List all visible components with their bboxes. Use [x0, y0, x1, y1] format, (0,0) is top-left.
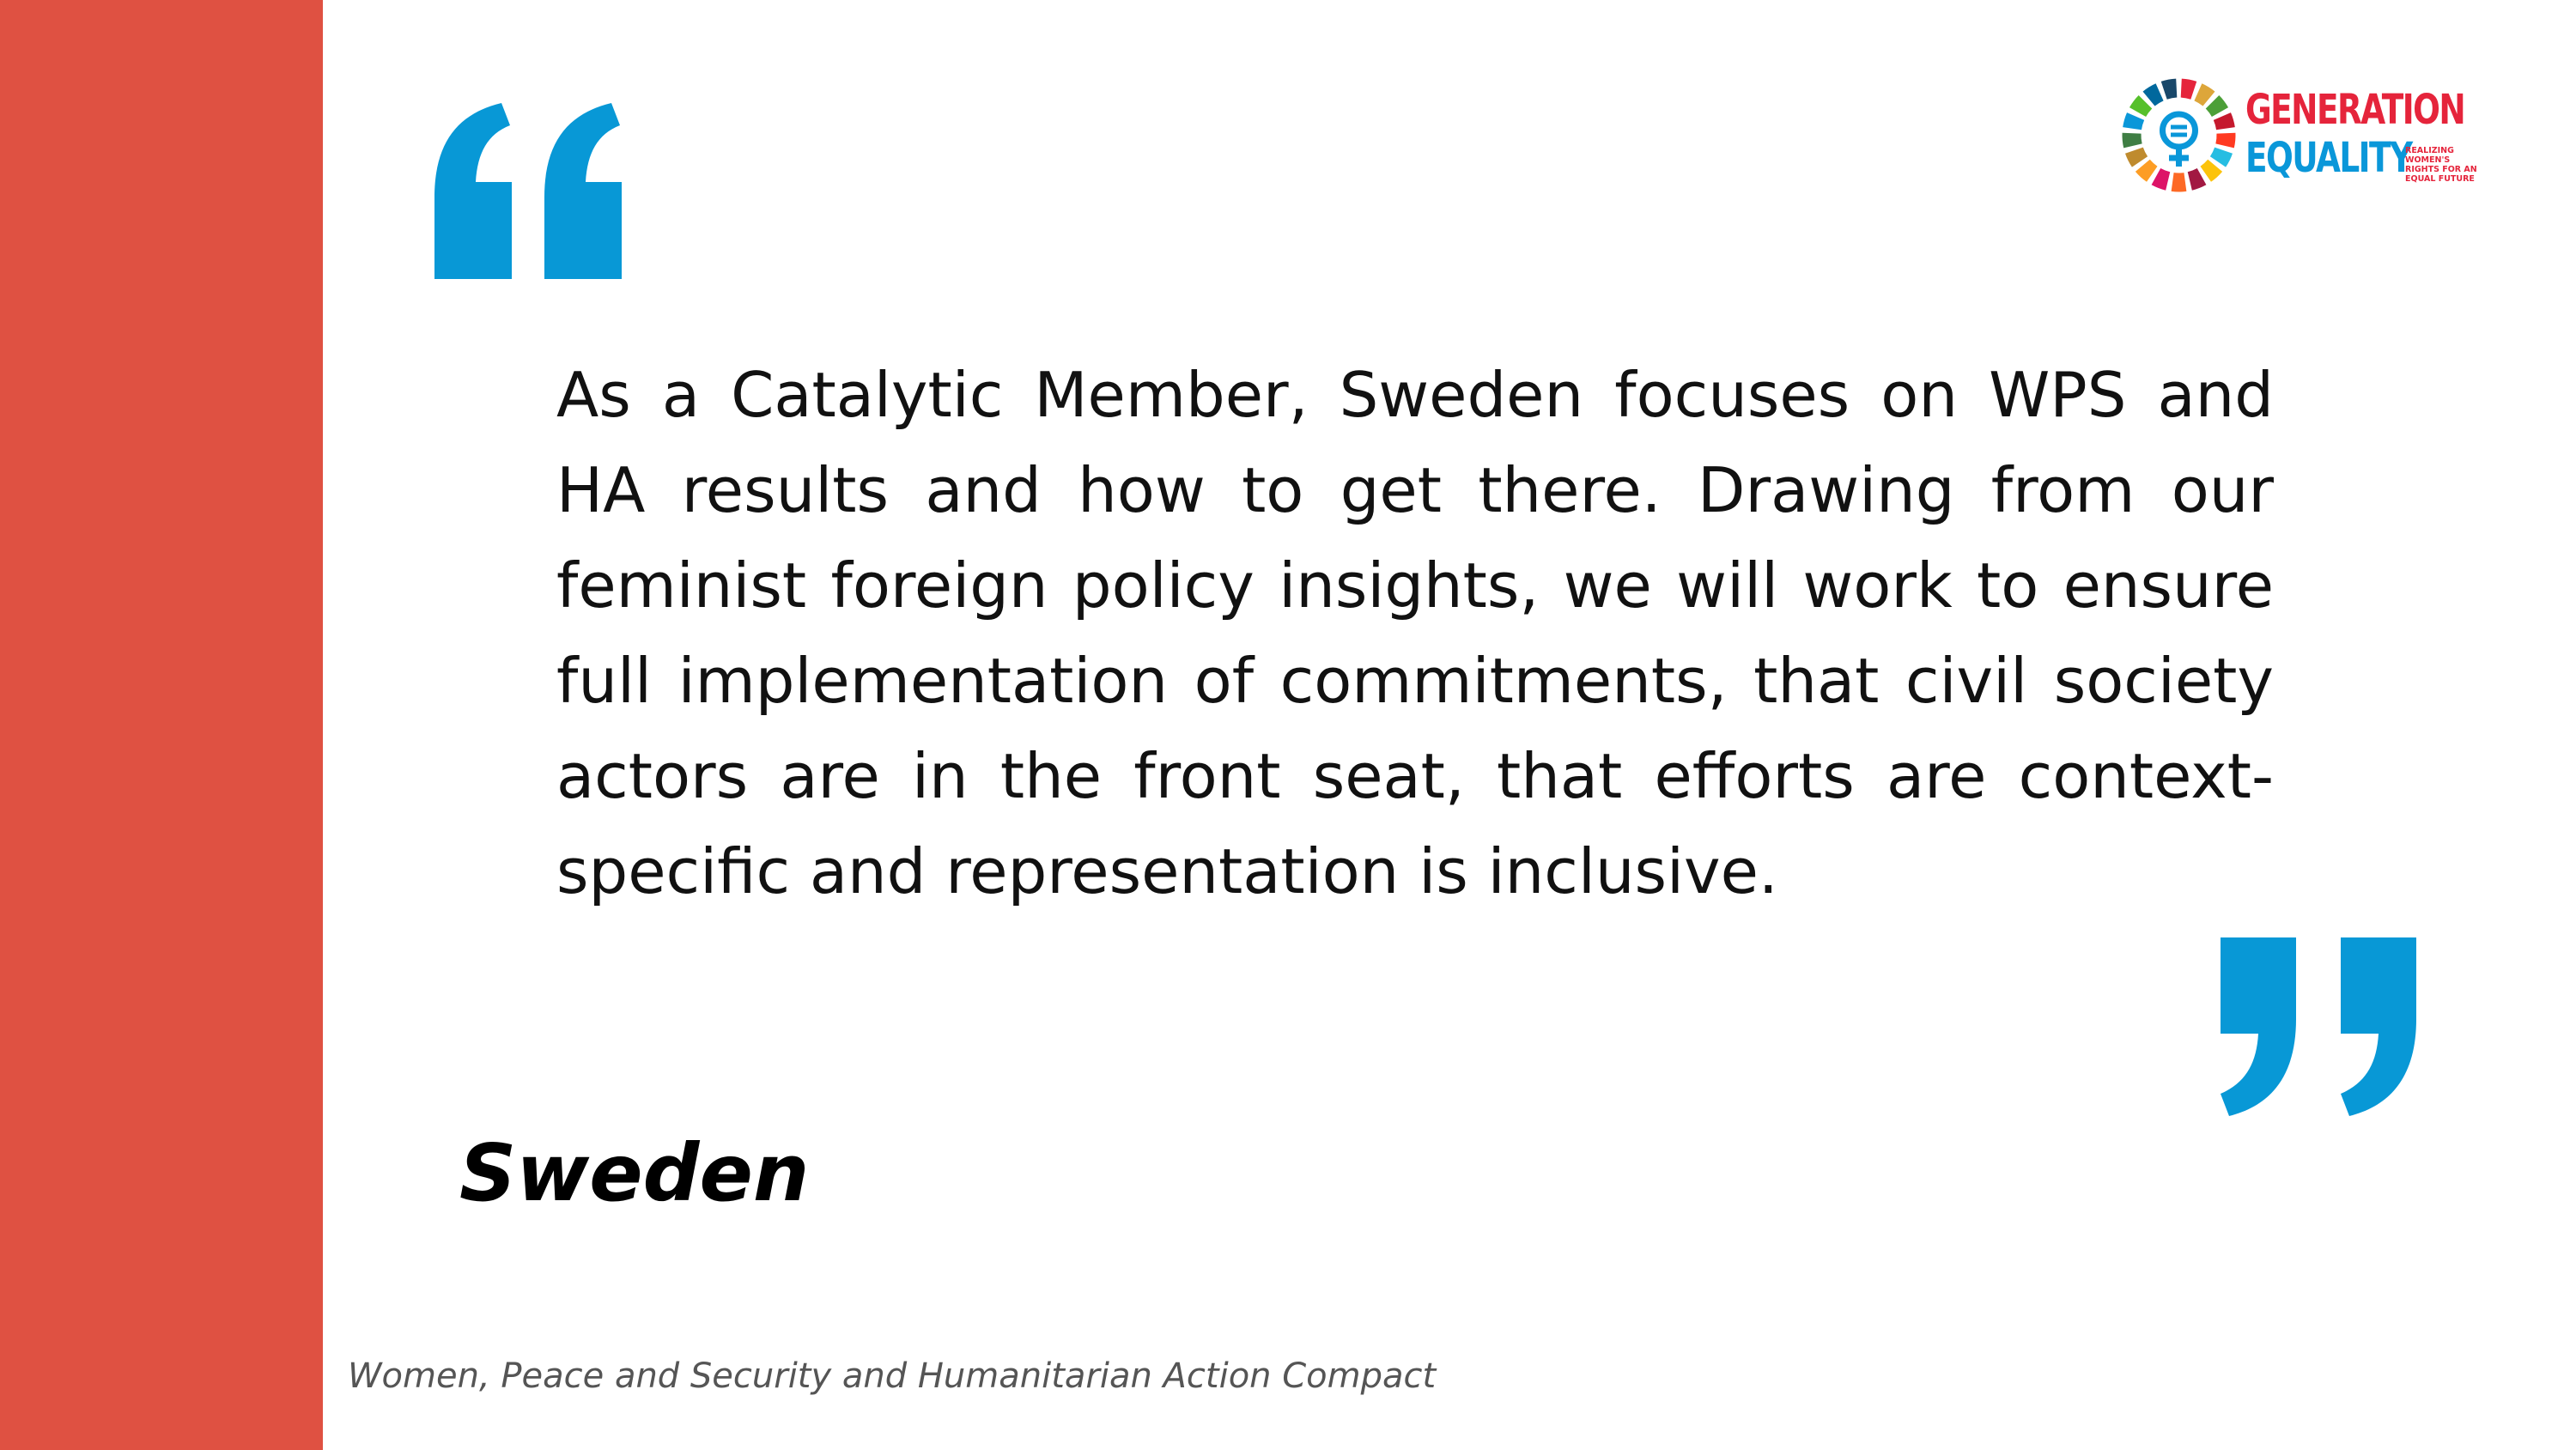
quote-text: As a Catalytic Member, Sweden focuses on WPS and HA results and how to get there. Drawing from our feminist foreign policy insights, we will work to ensure full implementation of commitments, that civil society actors are in the front seat, that efforts are context-specific and representation is inclusive. — [556, 359, 2274, 907]
open-quote-icon — [434, 103, 623, 279]
wheel-segment — [2188, 168, 2207, 191]
compact-footer: Women, Peace and Security and Humanitarian Action Compact — [348, 1356, 1437, 1396]
wheel-segment — [2181, 79, 2197, 100]
logo-word-equality: EQUALITY — [2245, 134, 2412, 182]
wheel-segment — [2214, 112, 2235, 130]
side-accent-bar — [0, 0, 323, 1450]
sdg-color-wheel-icon — [2121, 77, 2237, 193]
wheel-segment — [2210, 148, 2233, 167]
wheel-segment — [2152, 168, 2171, 191]
wheel-segment — [2136, 160, 2158, 182]
wheel-segment — [2125, 148, 2148, 167]
generation-equality-logo — [2121, 77, 2482, 206]
wheel-segment — [2161, 79, 2178, 100]
wheel-segment — [2123, 112, 2144, 130]
equality-symbol-icon — [2163, 114, 2196, 167]
wheel-segment — [2201, 160, 2223, 182]
logo-wordmark — [2245, 86, 2482, 197]
speaker-name: Sweden — [459, 1127, 810, 1219]
wheel-segment — [2215, 133, 2235, 149]
logo-word-generation: GENERATION — [2245, 86, 2465, 134]
close-quote-icon — [2221, 937, 2420, 1116]
logo-tagline: REALIZING WOMEN'S RIGHTS FOR AN EQUAL FUTURE — [2405, 146, 2477, 184]
wheel-segment — [2172, 173, 2187, 191]
wheel-segment — [2123, 133, 2142, 149]
